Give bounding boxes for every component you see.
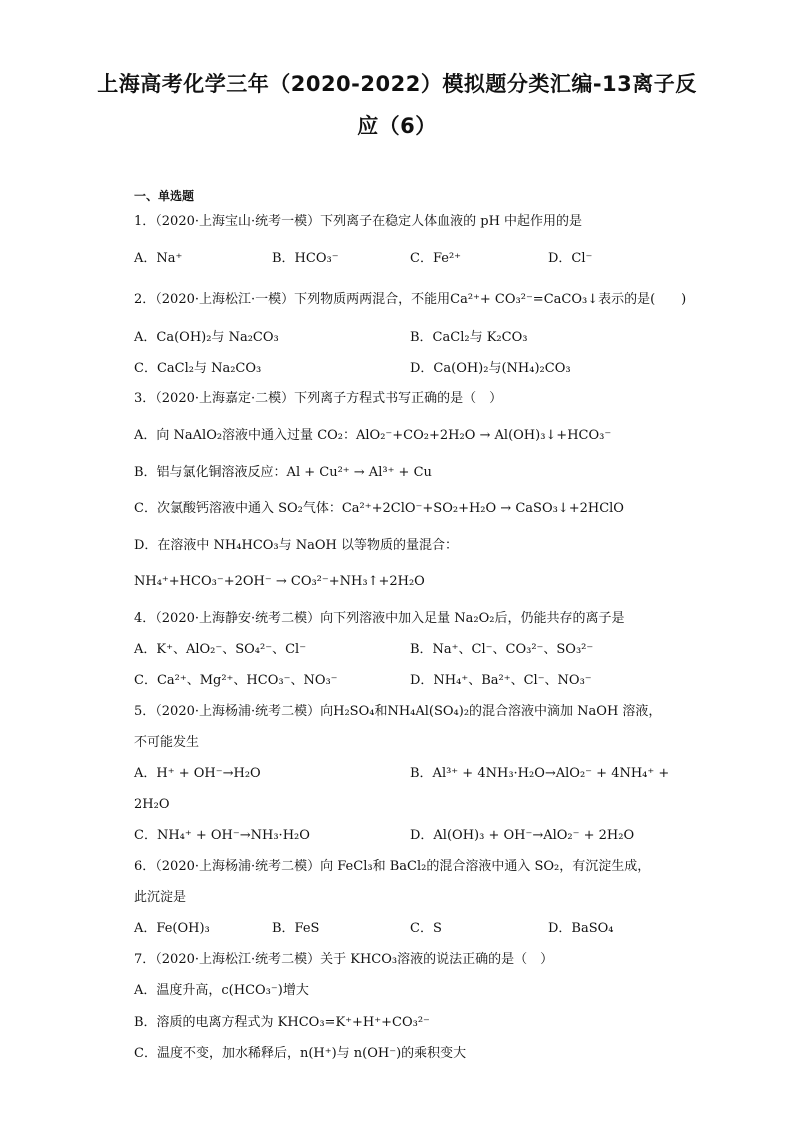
q4-option-a: A．K⁺、AlO₂⁻、SO₄²⁻、Cl⁻ bbox=[134, 642, 307, 657]
document-title-line2: 应（6） bbox=[357, 114, 437, 138]
q2-stem: 2．（2020·上海松江·一模）下列物质两两混合，不能用Ca²⁺+ CO₃²⁻=CaCO₃↓表示的是( ) bbox=[134, 292, 687, 307]
q4-option-b: B．Na⁺、Cl⁻、CO₃²⁻、SO₃²⁻ bbox=[410, 642, 594, 657]
q7-option-a: A．温度升高，c(HCO₃⁻)增大 bbox=[134, 983, 309, 998]
q6-stem: 6．（2020·上海杨浦·统考二模）向 FeCl₃和 BaCl₂的混合溶液中通入 SO₂，有沉淀生成， bbox=[134, 859, 651, 874]
q5-stem-cont: 不可能发生 bbox=[134, 735, 200, 750]
section-heading: 一、单选题 bbox=[134, 189, 195, 203]
q3-stem: 3．（2020·上海嘉定·二模）下列离子方程式书写正确的是（ ） bbox=[134, 391, 503, 406]
q2-option-a: A．Ca(OH)₂与 Na₂CO₃ bbox=[134, 330, 279, 345]
q4-option-c: C．Ca²⁺、Mg²⁺、HCO₃⁻、NO₃⁻ bbox=[134, 673, 338, 688]
q1-option-c: C．Fe²⁺ bbox=[410, 251, 462, 266]
q3-option-d-equation: NH₄⁺+HCO₃⁻+2OH⁻ → CO₃²⁻+NH₃↑+2H₂O bbox=[134, 574, 425, 589]
q3-option-a: A．向 NaAlO₂溶液中通入过量 CO₂：AlO₂⁻+CO₂+2H₂O → Al(OH)₃↓+HCO₃⁻ bbox=[134, 428, 612, 443]
q1-option-a: A．Na⁺ bbox=[134, 251, 183, 266]
q1-option-b: B．HCO₃⁻ bbox=[272, 251, 339, 266]
q7-stem: 7．（2020·上海松江·统考二模）关于 KHCO₃溶液的说法正确的是（ ） bbox=[134, 952, 554, 967]
q4-option-d: D．NH₄⁺、Ba²⁺、Cl⁻、NO₃⁻ bbox=[410, 673, 592, 688]
q3-option-c: C．次氯酸钙溶液中通入 SO₂气体：Ca²⁺+2ClO⁻+SO₂+H₂O → CaSO₃↓+2HClO bbox=[134, 501, 624, 516]
q5-option-d: D．Al(OH)₃ + OH⁻→AlO₂⁻ + 2H₂O bbox=[410, 828, 635, 843]
q7-option-c: C．温度不变，加水稀释后，n(H⁺)与 n(OH⁻)的乘积变大 bbox=[134, 1046, 467, 1061]
q2-option-b: B．CaCl₂与 K₂CO₃ bbox=[410, 330, 528, 345]
q3-option-b: B．铝与氯化铜溶液反应：Al + Cu²⁺ → Al³⁺ + Cu bbox=[134, 465, 432, 480]
document-title-line1: 上海高考化学三年（2020-2022）模拟题分类汇编-13离子反 bbox=[97, 72, 697, 96]
q7-option-b: B．溶质的电离方程式为 KHCO₃=K⁺+H⁺+CO₃²⁻ bbox=[134, 1015, 430, 1030]
q4-stem: 4．（2020·上海静安·统考二模）向下列溶液中加入足量 Na₂O₂后，仍能共存的离子是 bbox=[134, 611, 625, 626]
q6-option-c: C．S bbox=[410, 921, 442, 936]
q2-option-c: C．CaCl₂与 Na₂CO₃ bbox=[134, 361, 262, 376]
q5-option-c: C．NH₄⁺ + OH⁻→NH₃·H₂O bbox=[134, 828, 310, 843]
q5-option-b: B．Al³⁺ + 4NH₃·H₂O→AlO₂⁻ + 4NH₄⁺ + bbox=[410, 766, 670, 781]
q6-option-b: B．FeS bbox=[272, 921, 320, 936]
q6-option-d: D．BaSO₄ bbox=[548, 921, 614, 936]
q2-option-d: D．Ca(OH)₂与(NH₄)₂CO₃ bbox=[410, 361, 571, 376]
q5-stem: 5．（2020·上海杨浦·统考二模）向H₂SO₄和NH₄Al(SO₄)₂的混合溶液中滴加 NaOH 溶液， bbox=[134, 704, 662, 719]
q5-option-a: A．H⁺ + OH⁻→H₂O bbox=[134, 766, 261, 781]
q6-stem-cont: 此沉淀是 bbox=[134, 890, 187, 905]
q6-option-a: A．Fe(OH)₃ bbox=[134, 921, 210, 936]
q1-option-d: D．Cl⁻ bbox=[548, 251, 593, 266]
q1-stem: 1．（2020·上海宝山·统考一模）下列离子在稳定人体血液的 pH 中起作用的是 bbox=[134, 214, 583, 229]
q3-option-d: D．在溶液中 NH₄HCO₃与 NaOH 以等物质的量混合： bbox=[134, 538, 459, 553]
q5-option-b-cont: 2H₂O bbox=[134, 797, 170, 812]
